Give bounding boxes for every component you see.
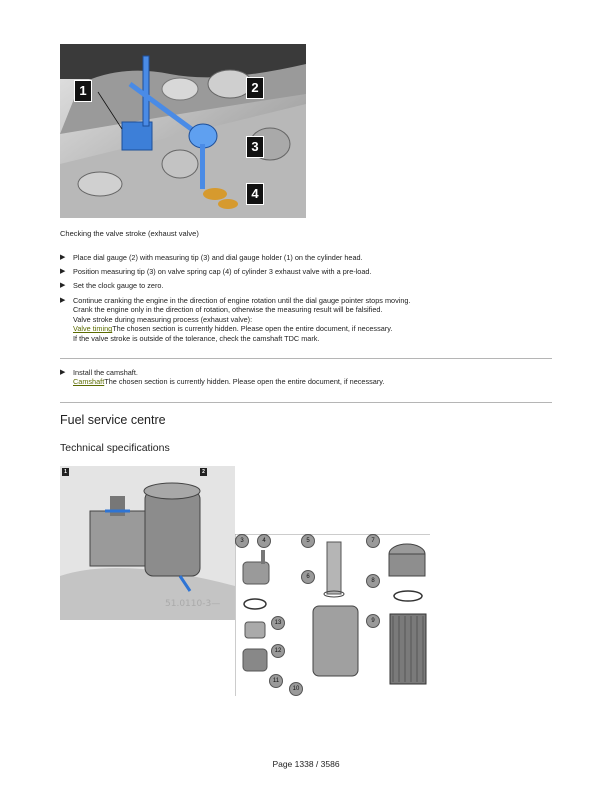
bullet-arrow-icon: ▶	[60, 282, 66, 289]
subsection-title: Technical specifications	[60, 442, 170, 454]
divider	[60, 402, 552, 403]
part-number-12: 12	[271, 644, 285, 658]
camshaft-link[interactable]: Camshaft	[73, 377, 105, 387]
part-number-10: 10	[289, 682, 303, 696]
divider	[60, 358, 552, 359]
part-number-8: 8	[366, 574, 380, 588]
valve-stroke-figure	[60, 44, 306, 218]
part-number-5: 5	[301, 534, 315, 548]
svg-text:51.0110-3—: 51.0110-3—	[165, 599, 221, 609]
fuel-filter-photo	[60, 466, 235, 620]
fuel-filter-exploded-view	[235, 534, 430, 696]
part-number-11: 11	[269, 674, 283, 688]
valve-timing-link[interactable]: Valve timing	[73, 324, 113, 334]
callout-1: 1	[74, 80, 92, 102]
figure-tag-1: 1	[62, 468, 69, 476]
bullet-arrow-icon: ▶	[60, 268, 66, 275]
section-title: Fuel service centre	[60, 413, 166, 427]
exploded-parts-illustration	[235, 534, 430, 696]
part-number-9: 9	[366, 614, 380, 628]
part-number-6: 6	[301, 570, 315, 584]
bullet-arrow-icon: ▶	[60, 369, 66, 376]
page-number: Page 1338 / 3586	[272, 759, 340, 769]
fuel-filter-illustration	[60, 466, 235, 620]
part-number-4: 4	[257, 534, 271, 548]
part-number-3: 3	[235, 534, 249, 548]
hidden-section-note: The chosen section is currently hidden. Please open the entire document, if necessary.	[104, 377, 385, 387]
callout-4: 4	[246, 183, 264, 205]
bullet-arrow-icon: ▶	[60, 254, 66, 261]
figure-caption: Checking the valve stroke (exhaust valve)	[60, 229, 199, 238]
figure-tag-2: 2	[200, 468, 207, 476]
callout-3: 3	[246, 136, 264, 158]
engine-illustration	[60, 44, 306, 218]
bullet-arrow-icon: ▶	[60, 297, 66, 304]
hidden-section-note: The chosen section is currently hidden. Please open the entire document, if necessary.	[112, 324, 393, 334]
callout-2: 2	[246, 77, 264, 99]
part-number-13: 13	[271, 616, 285, 630]
part-number-7: 7	[366, 534, 380, 548]
